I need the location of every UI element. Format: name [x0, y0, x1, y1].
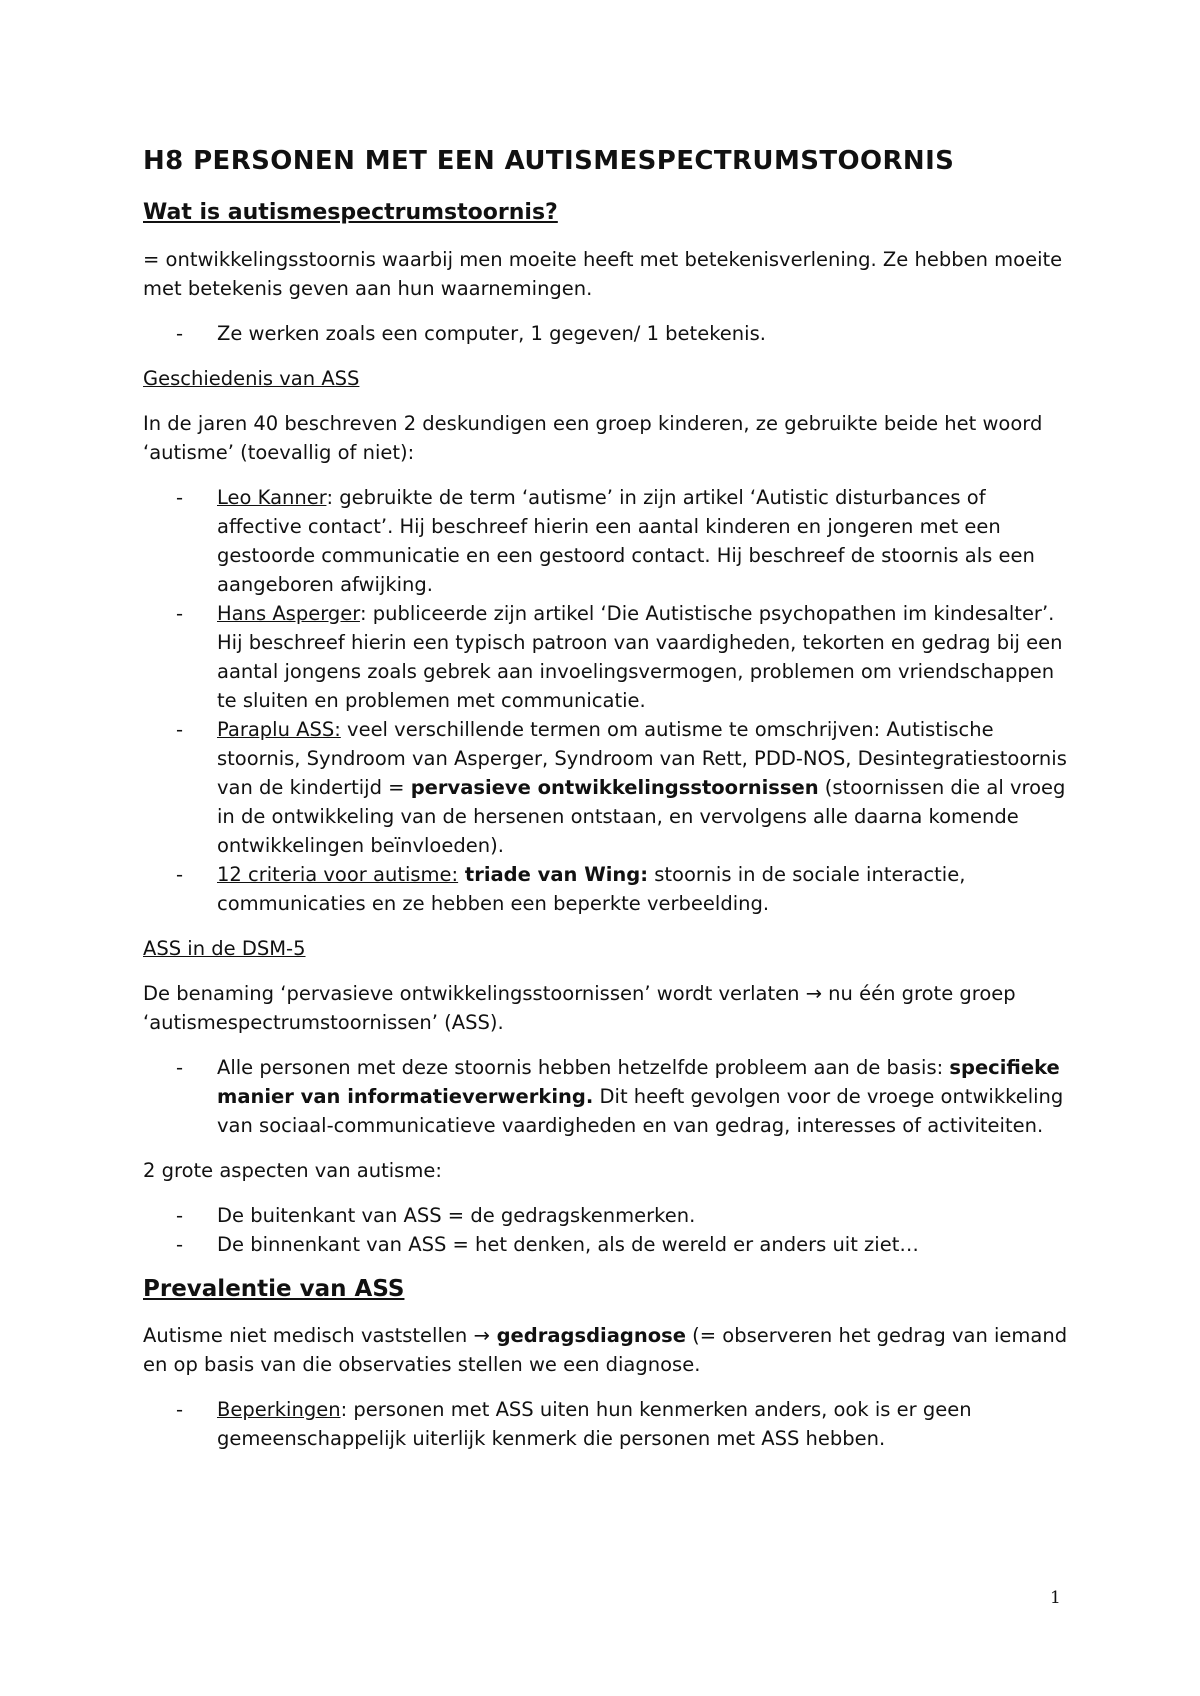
arrow-icon: → — [805, 981, 822, 1005]
list-item-paraplu-ass — [143, 715, 1073, 860]
dsm-intro — [143, 979, 1073, 1037]
arrow-icon: → — [473, 1324, 490, 1348]
geschiedenis-intro: In de jaren 40 beschreven 2 deskundigen een groep kinderen, ze gebruikte beide het woord ‘autisme’ (toevallig of niet): — [143, 411, 1043, 464]
term-text: : publiceerde zijn artikel ‘Die Autistische psychopathen im kindesalter’. Hij beschreef hierin een typisch patroon van vaardigheden, tekorten en gedrag bij een aantal jongens zoals gebrek aan invoelingsvermogen, problemen om vriendschappen te sluiten en problemen met communicatie. — [217, 601, 1063, 712]
page-number: 1 — [1050, 1588, 1061, 1608]
prevalentie-list — [143, 1395, 1073, 1453]
definition-paragraph: = ontwikkelingsstoornis waarbij men moeite heeft met betekenisverlening. Ze hebben moeite met betekenis geven aan hun waarnemingen. — [143, 247, 1063, 300]
prevalentie-text-after: (= observeren het gedrag van iemand en op basis van die observaties stellen we een diagnose. — [143, 1324, 1068, 1377]
definition-list — [143, 319, 1073, 348]
dsm-bullet-text-after: Dit heeft gevolgen voor de vroege ontwikkeling van sociaal-communicatieve vaardigheden en van gedrag, interesses of activiteiten. — [217, 1084, 1064, 1137]
aspects-list — [143, 1201, 1073, 1259]
section-heading-prevalentie: Prevalentie van ASS — [143, 1275, 405, 1302]
dsm-intro-text: De benaming ‘pervasieve ontwikkelingsstoornissen’ wordt verlaten — [143, 981, 806, 1005]
term-text: veel verschillende termen om autisme te omschrijven: Autistische stoornis, Syndroom van Asperger, Syndroom van Rett, PDD-NOS, Desintegratiestoornis van de kindertijd = — [217, 717, 1067, 799]
term-text: : gebruikte de term ‘autisme’ in zijn artikel ‘Autistic disturbances of affective contact’. Hij beschreef hierin een aantal kinderen en jongeren met een gestoorde communicatie en een gestoord contact. Hij beschreef de stoornis als een aangeboren afwijking. — [217, 485, 1035, 596]
term-text-after: stoornis in de sociale interactie, communicaties en ze hebben een beperkte verbeelding. — [217, 862, 966, 915]
list-item-leo-kanner — [143, 483, 1073, 599]
list-item: - Ze werken zoals een computer, 1 gegeven/ 1 betekenis. — [143, 319, 1073, 348]
term-label: Beperkingen — [217, 1398, 341, 1422]
term-label: Leo Kanner — [217, 485, 327, 509]
list-item: - De buitenkant van ASS = de gedragskenmerken. — [143, 1201, 1073, 1230]
dsm-bullet-text: Alle personen met deze stoornis hebben hetzelfde probleem aan de basis: — [217, 1055, 950, 1079]
aspects-intro: 2 grote aspecten van autisme: — [143, 1158, 442, 1182]
document-title: H8 PERSONEN MET EEN AUTISMESPECTRUMSTOORNIS — [143, 146, 955, 176]
term-label: Hans Asperger — [217, 601, 360, 625]
list-item-hans-asperger — [143, 599, 1073, 715]
prevalentie-text: Autisme niet medisch vaststellen — [143, 1324, 474, 1348]
list-item-criteria — [143, 860, 1073, 918]
list-item: - De binnenkant van ASS = het denken, als de wereld er anders uit ziet… — [143, 1230, 1073, 1259]
list-item-beperkingen — [143, 1395, 1073, 1453]
dsm-intro-text-after: nu één grote groep ‘autismespectrumstoornissen’ (ASS). — [143, 981, 1016, 1034]
prevalentie-bold: gedragsdiagnose — [489, 1324, 686, 1348]
document-body — [143, 146, 1073, 1469]
geschiedenis-list — [143, 483, 1073, 918]
subheading-dsm: ASS in de DSM-5 — [143, 936, 306, 960]
term-label: Paraplu ASS: — [217, 717, 341, 741]
term-bold: triade van Wing: — [458, 862, 649, 886]
subheading-geschiedenis: Geschiedenis van ASS — [143, 366, 360, 390]
term-label: 12 criteria voor autisme: — [217, 862, 459, 886]
term-bold: pervasieve ontwikkelingsstoornissen — [410, 775, 819, 799]
prevalentie-intro — [143, 1321, 1073, 1379]
term-text-after: (stoornissen die al vroeg in de ontwikkeling van de hersenen ontstaan, en vervolgens alle daarna komende ontwikkelingen beïnvloeden). — [217, 775, 1066, 857]
section-heading-wat-is: Wat is autismespectrumstoornis? — [143, 200, 558, 226]
list-item — [143, 1053, 1073, 1140]
dsm-list — [143, 1053, 1073, 1140]
term-text: : personen met ASS uiten hun kenmerken anders, ook is er geen gemeenschappelijk uiterlijk kenmerk die personen met ASS hebben. — [217, 1398, 972, 1451]
dsm-bullet-bold: specifieke manier van informatieverwerking. — [217, 1055, 1060, 1108]
